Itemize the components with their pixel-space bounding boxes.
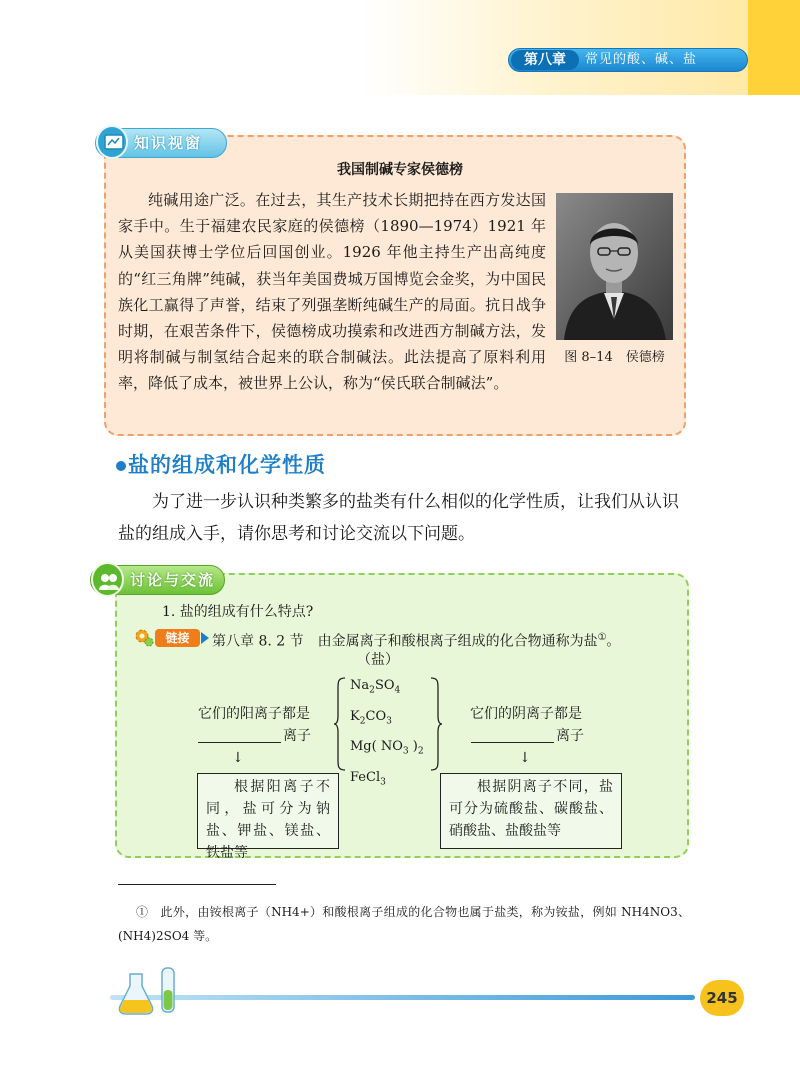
anion-arrow: ↓ bbox=[519, 750, 531, 766]
knowledge-body: 纯碱用途广泛。在过去，其生产技术长期把持在西方发达国家手中。生于福建农民家庭的侯德榜（1890—1974）1921 年从美国获博士学位后回国创业。1926 年他主持生产出高纯度的“红三角牌”纯碱，获当年美国费城万国博览会金奖，为中国民族化工赢得了声誉，结束了列强垄断纯碱生产的局面。抗日战争时期，在艰苦条件下，侯德榜成功摸索和改进西方制碱方法，发明将制碱与制氢结合起来的联合制碱法。此法提高了原料利用率，降低了成本，被世界上公认，称为“侯氏联合制碱法”。 bbox=[118, 191, 546, 393]
window-icon bbox=[96, 125, 128, 159]
gear-icon bbox=[134, 628, 154, 652]
footnote-mark: ① bbox=[597, 632, 607, 643]
bullet-icon bbox=[116, 461, 126, 471]
salt-na2so4: $Na_2SO_4$ bbox=[350, 678, 401, 696]
discussion-tab-label: 讨论与交流 bbox=[130, 571, 216, 589]
flask-icon bbox=[118, 966, 188, 1020]
anion-label: 它们的阴离子都是 bbox=[470, 706, 582, 722]
cation-classification-box: 根据阳离子不同，盐可分为钠盐、钾盐、镁盐、铁盐等 bbox=[197, 773, 339, 849]
footnote: ① 此外，由铵根离子（NH4+）和酸根离子组成的化合物也属于盐类，称为铵盐，例如 NH4NO3、(NH4)2SO4 等。 bbox=[118, 905, 690, 943]
portrait-photo bbox=[556, 193, 673, 340]
cation-arrow: ↓ bbox=[232, 750, 244, 766]
left-brace bbox=[333, 676, 347, 772]
salt-list bbox=[350, 673, 424, 795]
link-definition: 由金属离子和酸根离子组成的化合物通称为盐 bbox=[317, 633, 598, 650]
footer-line bbox=[110, 995, 695, 1000]
link-text bbox=[212, 628, 620, 652]
link-end: 。 bbox=[606, 633, 621, 650]
people-icon bbox=[91, 562, 124, 597]
cation-label: 它们的阳离子都是 bbox=[198, 706, 310, 722]
knowledge-title: 我国制碱专家侯德榜 bbox=[337, 162, 463, 178]
chapter-title: 常见的酸、碱、盐 bbox=[585, 52, 698, 67]
page-number: 245 bbox=[700, 980, 744, 1016]
arrow-right-icon bbox=[201, 632, 209, 644]
section-title: 盐的组成和化学性质 bbox=[128, 453, 326, 477]
salt-mgno3: Mg( $NO_3$ )$_2$ bbox=[350, 739, 424, 757]
footnote-rule bbox=[118, 884, 276, 885]
right-brace bbox=[429, 676, 443, 772]
salt-fecl3: FeCl$_3$ bbox=[350, 769, 386, 788]
chapter-number: 第八章 bbox=[511, 50, 579, 70]
salt-k2co3: $K_2CO_3$ bbox=[350, 708, 392, 727]
header-edge-bar bbox=[748, 0, 800, 95]
section-intro: 为了进一步认识种类繁多的盐类有什么相似的化学性质，让我们从认识盐的组成入手，请你思考和讨论交流以下问题。 bbox=[118, 492, 679, 544]
link-ref: 第八章 8. 2 节 bbox=[212, 633, 304, 650]
photo-caption: 图 8–14 侯德榜 bbox=[564, 350, 665, 365]
cation-blank bbox=[198, 742, 281, 743]
question-1: 1. 盐的组成有什么特点? bbox=[162, 604, 314, 620]
link-tag: 链接 bbox=[155, 629, 200, 647]
anion-ion-word: 离子 bbox=[556, 728, 584, 744]
knowledge-tab-label: 知识视窗 bbox=[134, 134, 203, 152]
anion-blank bbox=[471, 742, 554, 743]
cation-ion-word: 离子 bbox=[283, 728, 311, 744]
salt-header: （盐） bbox=[357, 652, 399, 668]
anion-classification-box: 根据阴离子不同，盐可分为硫酸盐、碳酸盐、硝酸盐、盐酸盐等 bbox=[440, 773, 622, 849]
